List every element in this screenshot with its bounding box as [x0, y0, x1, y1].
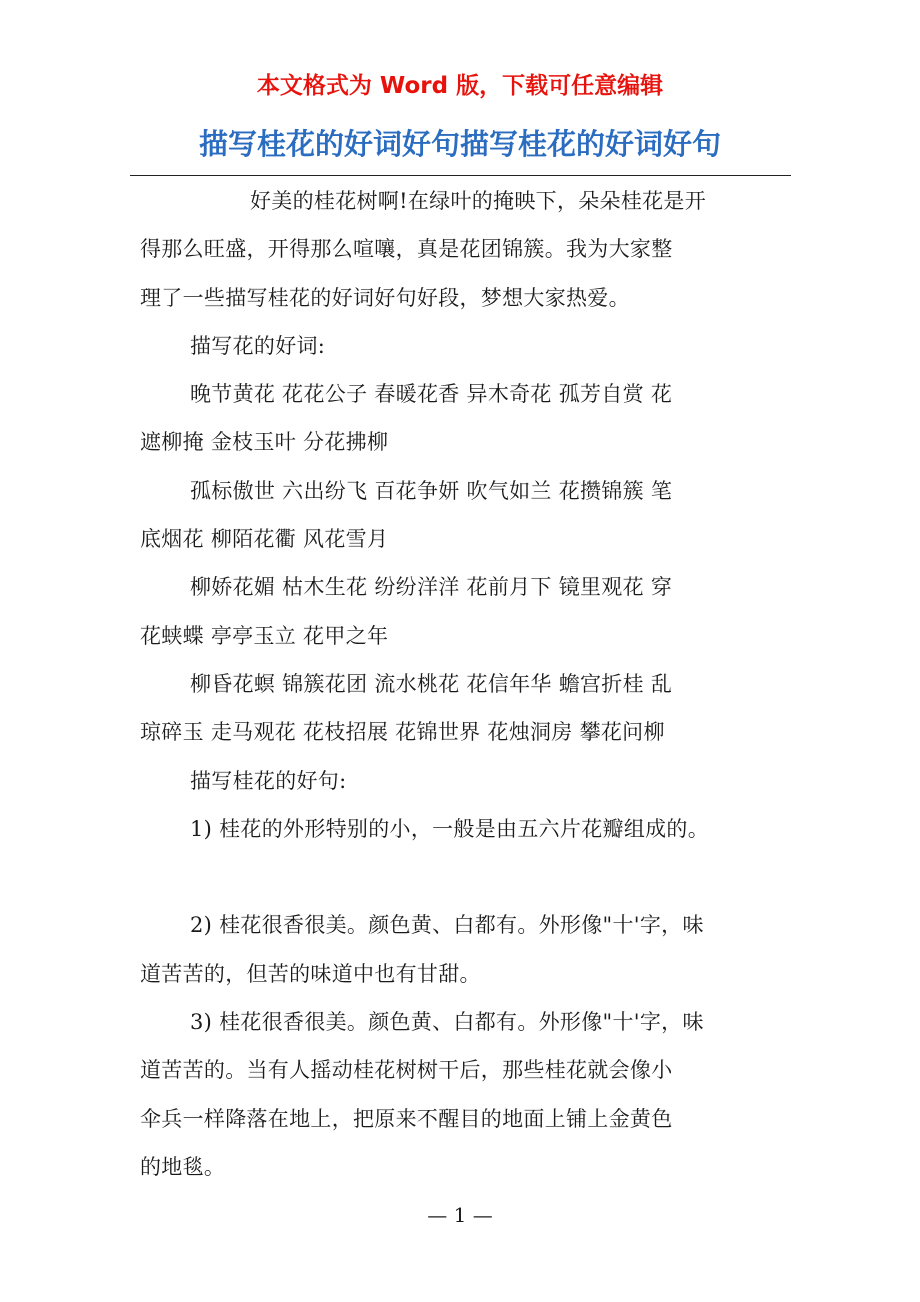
- format-notice: 本文格式为 Word 版，下载可任意编辑: [256, 73, 664, 99]
- section-heading: 描写桂花的好句:: [190, 768, 347, 793]
- sentence-item: 1) 桂花的外形特别的小，一般是由五六片花瓣组成的。: [190, 816, 710, 841]
- word-list-line: 柳娇花媚 枯木生花 纷纷洋洋 花前月下 镜里观花 穿: [190, 575, 673, 600]
- sentence-item: 伞兵一样降落在地上，把原来不醒目的地面上铺上金黄色: [140, 1106, 673, 1131]
- sentence-item: 2) 桂花很香很美。颜色黄、白都有。外形像"十'字，味: [190, 913, 704, 938]
- paragraph-line: 得那么旺盛，开得那么喧嚷，真是花团锦簇。我为大家整: [140, 237, 673, 262]
- title-divider: [130, 175, 791, 176]
- paragraph-line: 理了一些描写桂花的好词好句好段，梦想大家热爱。: [140, 285, 630, 310]
- word-list-line: 花蛱蝶 亭亭玉立 花甲之年: [140, 623, 389, 648]
- word-list-line: 孤标傲世 六出纷飞 百花争妍 吹气如兰 花攒锦簇 笔: [190, 478, 673, 503]
- document-title: 描写桂花的好词好句描写桂花的好词好句: [198, 127, 721, 161]
- word-list-line: 遮柳掩 金枝玉叶 分花拂柳: [140, 430, 389, 455]
- page-number: — 1 —: [427, 1203, 493, 1227]
- section-heading: 描写花的好词:: [190, 333, 326, 358]
- sentence-item: 道苦苦的。当有人摇动桂花树树干后，那些桂花就会像小: [140, 1058, 673, 1083]
- word-list-line: 晚节黄花 花花公子 春暖花香 异木奇花 孤芳自赏 花: [190, 382, 673, 407]
- word-list-line: 琼碎玉 走马观花 花枝招展 花锦世界 花烛洞房 攀花问柳: [140, 720, 665, 745]
- sentence-item: 道苦苦的，但苦的味道中也有甘甜。: [140, 961, 481, 986]
- paragraph-line: 好美的桂花树啊!在绿叶的掩映下，朵朵桂花是开: [250, 189, 707, 213]
- word-list-line: 底烟花 柳陌花衢 风花雪月: [140, 527, 389, 552]
- sentence-item: 3) 桂花很香很美。颜色黄、白都有。外形像"十'字，味: [190, 1010, 704, 1035]
- document-body: [140, 177, 800, 1191]
- sentence-item: 的地毯。: [140, 1154, 226, 1179]
- blank-line: [140, 853, 800, 901]
- word-list-line: 柳昏花螟 锦簇花团 流水桃花 花信年华 蟾宫折桂 乱: [190, 671, 673, 696]
